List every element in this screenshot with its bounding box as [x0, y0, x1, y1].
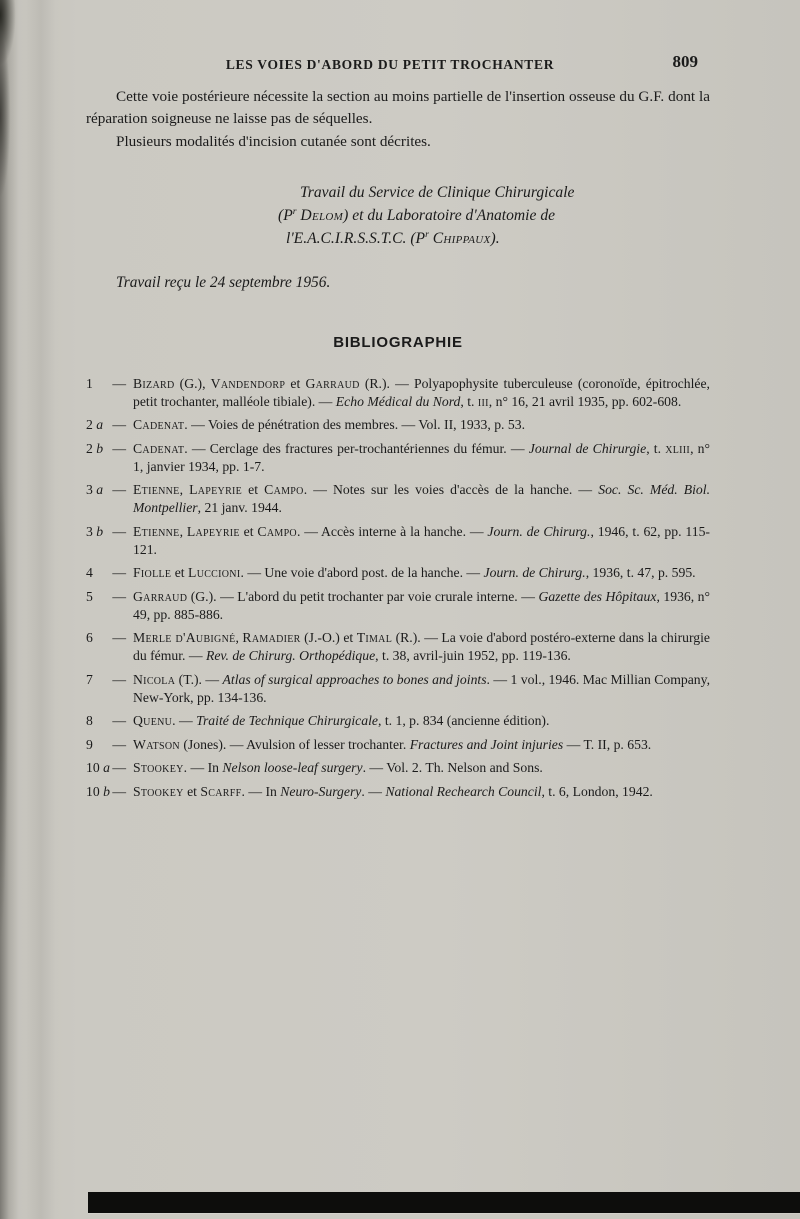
bib-entry-label — [86, 523, 126, 559]
bib-entry-number: 2 a — [86, 417, 104, 432]
bib-entry-text: Etienne, Lapeyrie et Campo. — Notes sur les voies d'accès de la hanche. — Soc. Sc. Méd. Biol. Montpellier, 21 janv. 1944. — [133, 482, 711, 515]
institution-credit — [278, 181, 714, 250]
bibliography-entry — [86, 629, 710, 665]
bib-entry-dash: — — [112, 736, 126, 752]
bibliography-entry — [86, 375, 710, 411]
bib-entry-text: Cadenat. — Cerclage des fractures per-trochantériennes du fémur. — Journal de Chirurgie, t. xliii, n° 1, janvier 1934, pp. 1-7. — [133, 440, 710, 474]
page-number: 809 — [672, 52, 698, 71]
bib-entry-number: 10 a — [86, 760, 110, 775]
bib-entry-number: 6 — [86, 630, 93, 645]
bib-entry-text: Stookey. — In Nelson loose-leaf surgery. — Vol. 2. Th. Nelson and Sons. — [133, 760, 543, 775]
bib-entry-label — [86, 481, 126, 517]
bib-entry-number: 8 — [86, 713, 93, 728]
bib-entry-dash: — — [112, 713, 126, 728]
bibliography-entry — [86, 783, 710, 801]
bib-entry-text: Garraud (G.). — L'abord du petit trochanter par voie crurale interne. — Gazette des Hôpitaux, 1936, n° 49, pp. 885-886. — [133, 588, 710, 622]
bib-entry-label — [86, 564, 126, 582]
bibliography-entry — [86, 564, 710, 582]
bibliography-entry — [86, 523, 710, 559]
bib-entry-text: Quenu. — Traité de Technique Chirurgicale, t. 1, p. 834 (ancienne édition). — [133, 713, 550, 728]
paragraph-posterior-route: Cette voie postérieure nécessite la section au moins partielle de l'insertion osseuse du G.F. dont la réparation soigneuse ne laisse pas de séquelles. — [86, 88, 710, 127]
bib-entry-label — [86, 629, 126, 665]
bib-entry-number: 9 — [86, 736, 93, 752]
bib-entry-text: Merle d'Aubigné, Ramadier (J.-O.) et Timal (R.). — La voie d'abord postéro-externe dans la chirurgie du fémur. — Rev. de Chirurg. Orthopédique, t. 38, avril-juin 1952, pp. 119-136. — [133, 630, 711, 663]
bibliography-heading: BIBLIOGRAPHIE — [333, 333, 463, 351]
running-head — [86, 52, 710, 80]
bibliography-entry — [86, 481, 710, 517]
received-date-line: Travail reçu le 24 septembre 1956. — [116, 273, 331, 291]
bib-entry-dash: — — [112, 417, 126, 432]
paragraph-incision-modalities: Plusieurs modalités d'incision cutanée sont décrites. — [116, 133, 431, 150]
bib-entry-label — [86, 671, 126, 707]
bib-entry-text: Fiolle et Luccioni. — Une voie d'abord post. de la hanche. — Journ. de Chirurg., 1936, t. 47, p. 595. — [133, 565, 696, 580]
bib-entry-label — [86, 712, 126, 730]
running-head-title: LES VOIES D'ABORD DU PETIT TROCHANTER — [225, 57, 555, 72]
bib-entry-text: Etienne, Lapeyrie et Campo. — Accès interne à la hanche. — Journ. de Chirurg., 1946, t. 62, pp. 115-121. — [133, 523, 710, 557]
bib-entry-number: 7 — [86, 671, 93, 687]
bib-entry-dash: — — [112, 588, 126, 604]
bib-entry-dash: — — [112, 565, 126, 580]
bib-entry-label — [86, 588, 126, 624]
bib-entry-dash: — — [112, 523, 126, 539]
bib-entry-text: Nicola (T.). — Atlas of surgical approaches to bones and joints. — 1 vol., 1946. Mac Millian Company, New-York, pp. 134-136. — [133, 671, 710, 705]
bib-entry-text: Bizard (G.), Vandendorp et Garraud (R.). — Polyapophysite tuberculeuse (coronoïde, épitrochlée, petit trochanter, malléole tibiale). — Echo Médical du Nord, t. iii, n° 16, 21 avril 1935, pp. 602-608. — [133, 375, 710, 409]
bib-entry-dash: — — [112, 375, 126, 391]
scan-bottom-bar — [88, 1192, 800, 1213]
bib-entry-label — [86, 759, 126, 777]
bibliography-list — [86, 375, 710, 801]
bibliography-entry — [86, 588, 710, 624]
bib-entry-number: 2 b — [86, 440, 104, 456]
bib-entry-dash: — — [112, 783, 126, 799]
bib-entry-number: 10 b — [86, 783, 110, 799]
bib-entry-label — [86, 375, 126, 411]
bib-entry-number: 3 a — [86, 482, 104, 497]
bibliography-entry — [86, 736, 710, 754]
bibliography-entry — [86, 712, 710, 730]
bib-entry-dash: — — [112, 482, 126, 497]
bib-entry-label — [86, 736, 126, 754]
bib-entry-label — [86, 783, 126, 801]
bib-entry-label — [86, 440, 126, 476]
bibliography-entry — [86, 416, 710, 434]
bib-entry-text: Watson (Jones). — Avulsion of lesser trochanter. Fractures and Joint injuries — T. II, p. 653. — [133, 736, 652, 752]
bib-entry-text: Cadenat. — Voies de pénétration des membres. — Vol. II, 1933, p. 53. — [133, 417, 525, 432]
bib-entry-dash: — — [112, 630, 126, 645]
bib-entry-dash: — — [112, 440, 126, 456]
bib-entry-dash: — — [112, 760, 126, 775]
bib-entry-number: 4 — [86, 565, 93, 580]
bibliography-entry — [86, 671, 710, 707]
credit-line: l'E.A.C.I.R.S.S.T.C. ($P^r$ Chippaux). — [286, 228, 500, 247]
bib-entry-number: 5 — [86, 588, 93, 604]
credit-line: ($P^r$ Delom) et du Laboratoire d'Anatomie de — [278, 205, 556, 224]
credit-line: Travail du Service de Clinique Chirurgicale — [300, 183, 575, 201]
bib-entry-number: 1 — [86, 375, 93, 391]
bib-entry-label — [86, 416, 126, 434]
bib-entry-number: 3 b — [86, 523, 104, 539]
bibliography-entry — [86, 759, 710, 777]
bib-entry-dash: — — [112, 671, 126, 687]
bibliography-entry — [86, 440, 710, 476]
bib-entry-text: Stookey et Scarff. — In Neuro-Surgery. — National Rechearch Council, t. 6, London, 1942. — [133, 783, 653, 799]
